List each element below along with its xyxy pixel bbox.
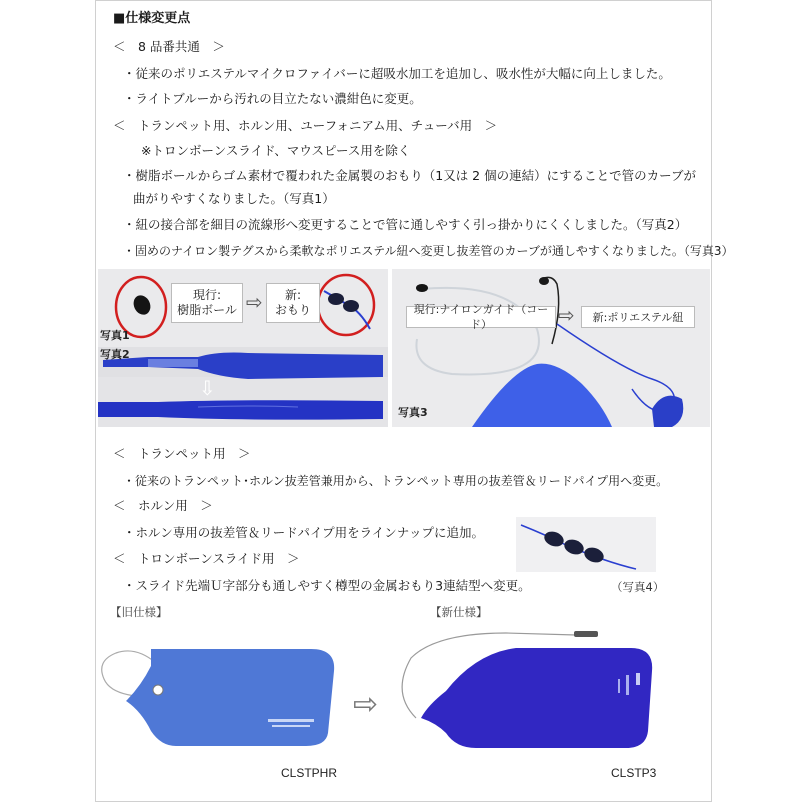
compare-arrow: ⇨ <box>353 687 379 722</box>
photo-2-label: 写真2 <box>100 348 130 361</box>
old-cloth-shape <box>126 649 334 746</box>
new-cloth-image <box>386 613 706 763</box>
photo-2 <box>98 347 388 427</box>
brass-bullet-1-cont: 曲がりやすくなりました。（写真1） <box>133 191 335 206</box>
old-product-code: CLSTPHR <box>281 766 338 780</box>
brass-note: ※トロンボーンスライド、マウスピース用を除く <box>141 143 411 158</box>
photo-4-caption: （写真4） <box>611 580 665 594</box>
trumpet-bullet: ・従来のトランペット･ホルン抜差管兼用から、トランペット専用の抜差管＆リードパイプ用へ変更。 <box>123 474 669 488</box>
old-cloth-svg <box>96 641 346 751</box>
photo-3-arrow: ⇨ <box>558 303 575 327</box>
section-trombone-title: ＜ トロンボーンスライド用 ＞ <box>113 551 300 566</box>
new-product-code: CLSTP3 <box>611 766 657 780</box>
horn-bullet: ・ホルン専用の抜差管＆リードパイプ用をラインナップに追加。 <box>123 525 484 540</box>
photo-2-arrow: ⇩ <box>199 376 216 400</box>
brass-bullet-3: ・固めのナイロン製テグスから柔軟なポリエステル紐へ変更し抜差管のカーブが通しやすくなりました。（写真3） <box>123 244 734 258</box>
section-trumpet-title: ＜ トランペット用 ＞ <box>113 446 251 461</box>
photo-1-label: 写真1 <box>100 329 130 342</box>
new-cloth-2 <box>98 400 383 419</box>
brass-bullet-1: ・樹脂ボールからゴム素材で覆われた金属製のおもり（1又は 2 個の連結）にすることで管のカーブが <box>123 168 696 183</box>
metal-weight-2 <box>343 300 359 312</box>
photo-3 <box>392 269 710 427</box>
new-spec-label: 【新仕様】 <box>430 605 488 619</box>
photo-1-new-box: 新: おもり <box>266 283 320 323</box>
old-spec-label: 【旧仕様】 <box>110 605 168 619</box>
photo-2-image <box>98 347 388 427</box>
photo-3-image <box>392 269 710 427</box>
brass-bullet-2: ・紐の接合部を細目の流線形へ変更することで管に通しやすく引っ掛かりにくくしました。（写真2） <box>123 217 688 232</box>
new-cloth-shape <box>421 648 652 748</box>
common-bullet-1: ・従来のポリエステルマイクロファイバーに超吸水加工を追加し、吸水性が大幅に向上しました。 <box>123 66 671 81</box>
photo-1 <box>98 269 388 347</box>
photo-1-current-box: 現行: 樹脂ボール <box>171 283 243 323</box>
photo-1-image <box>98 269 388 347</box>
metal-weight-1 <box>328 293 344 305</box>
page-title: ■仕様変更点 <box>113 11 191 26</box>
photo-3-new-box: 新:ポリエステル紐 <box>581 306 695 328</box>
new-cloth-svg <box>386 613 706 763</box>
trombone-bullet: ・スライド先端Ｕ字部分も通しやすく樽型の金属おもり3連結型へ変更。 <box>123 578 531 593</box>
photo-3-label: 写真3 <box>398 406 428 419</box>
section-brass-title: ＜ トランペット用、ホルン用、ユーフォニアム用、チューバ用 ＞ <box>113 118 498 133</box>
section-horn-title: ＜ ホルン用 ＞ <box>113 498 213 513</box>
photo-4-image <box>516 517 656 572</box>
section-common-title: ＜ 8 品番共通 ＞ <box>113 39 225 54</box>
photo-3-current-box: 現行:ナイロンガイド（コード） <box>406 306 556 328</box>
old-cloth-image <box>96 641 346 751</box>
photo-4 <box>516 517 656 572</box>
spec-change-sheet <box>95 0 734 802</box>
common-bullet-2: ・ライトブルーから汚れの目立たない濃紺色に変更。 <box>123 91 422 106</box>
photo-1-arrow: ⇨ <box>246 290 263 314</box>
